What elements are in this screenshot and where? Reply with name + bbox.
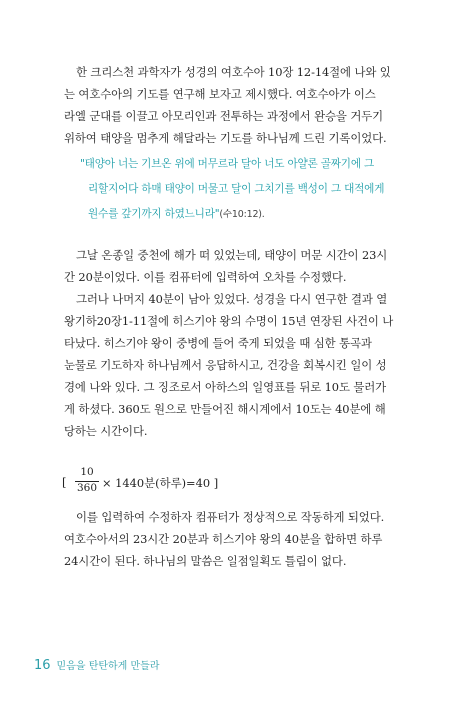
formula-denominator: 360 [76, 482, 98, 494]
paragraph-time [64, 244, 406, 288]
quote-line: 리할지어다 하매 태양이 머물고 달이 그치기를 백성이 그 대적에게 [88, 183, 385, 195]
text-line: 한 크리스천 과학자가 성경의 여호수아 10장 12-14절에 나와 있 [76, 65, 391, 79]
text-line: 간 20분이었다. 이를 컴퓨터에 입력하여 오차를 수정했다. [64, 270, 347, 284]
text-line: 이를 입력하여 수정하자 컴퓨터가 정상적으로 작동하게 되었다. [76, 510, 385, 524]
text-line: 왕기하20장1-11절에 히스기야 왕의 수명이 15년 연장된 사건이 나 [64, 314, 394, 328]
text-line: 위하여 태양을 멈추게 해달라는 기도를 하나님께 드린 기록이었다. [64, 131, 387, 145]
scripture-quote [80, 152, 410, 227]
page-footer [34, 654, 160, 673]
formula-numerator: 10 [80, 466, 94, 478]
text-line: 여호수아서의 23시간 20분과 히스기야 왕의 40분을 합하면 하루 [64, 532, 383, 546]
text-line: 24시간이 된다. 하나님의 말씀은 일점일획도 틀림이 없다. [64, 554, 347, 568]
formula-open-bracket: [ [62, 475, 67, 489]
text-line: 경에 나와 있다. 그 징조로서 아하스의 일영표를 뒤로 10도 물러가 [64, 380, 387, 394]
quote-line: 원수를 갚기까지 하였느니라" [88, 208, 220, 220]
text-line: 당하는 시간이다. [64, 424, 148, 438]
text-line: 타났다. 히스기야 왕이 중병에 들어 죽게 되었을 때 심한 통곡과 [64, 336, 372, 350]
book-title: 믿음을 탄탄하게 만들라 [56, 661, 160, 672]
paragraph-conclusion [64, 506, 406, 572]
paragraph-intro [64, 61, 406, 149]
text-line: 게 하셨다. 360도 원으로 만들어진 해시계에서 10도는 40분에 해 [64, 402, 386, 416]
paragraph-hezekiah [64, 288, 406, 442]
scripture-reference: (수10:12). [219, 209, 265, 220]
quote-line: "태양아 너는 기브온 위에 머무르라 달아 너도 아얄론 골짜기에 그 [80, 158, 375, 170]
text-line: 눈물로 기도하자 하나님께서 응답하시고, 건강을 회복시킨 일이 성 [64, 358, 387, 372]
text-line: 는 여호수아의 기도를 연구해 보자고 제시했다. 여호수아가 이스 [64, 87, 376, 101]
text-line: 그날 온종일 중천에 해가 떠 있었는데, 태양이 머문 시간이 23시 [76, 248, 388, 262]
text-line: 그러나 나머지 40분이 남아 있었다. 성경을 다시 연구한 결과 열 [76, 292, 388, 306]
page-number: 16 [34, 658, 51, 673]
formula-rest: × 1440분(하루)=40 ] [102, 476, 219, 490]
text-line: 라엘 군대를 이끌고 아모리인과 전투하는 과정에서 완승을 거두기 [64, 109, 384, 123]
